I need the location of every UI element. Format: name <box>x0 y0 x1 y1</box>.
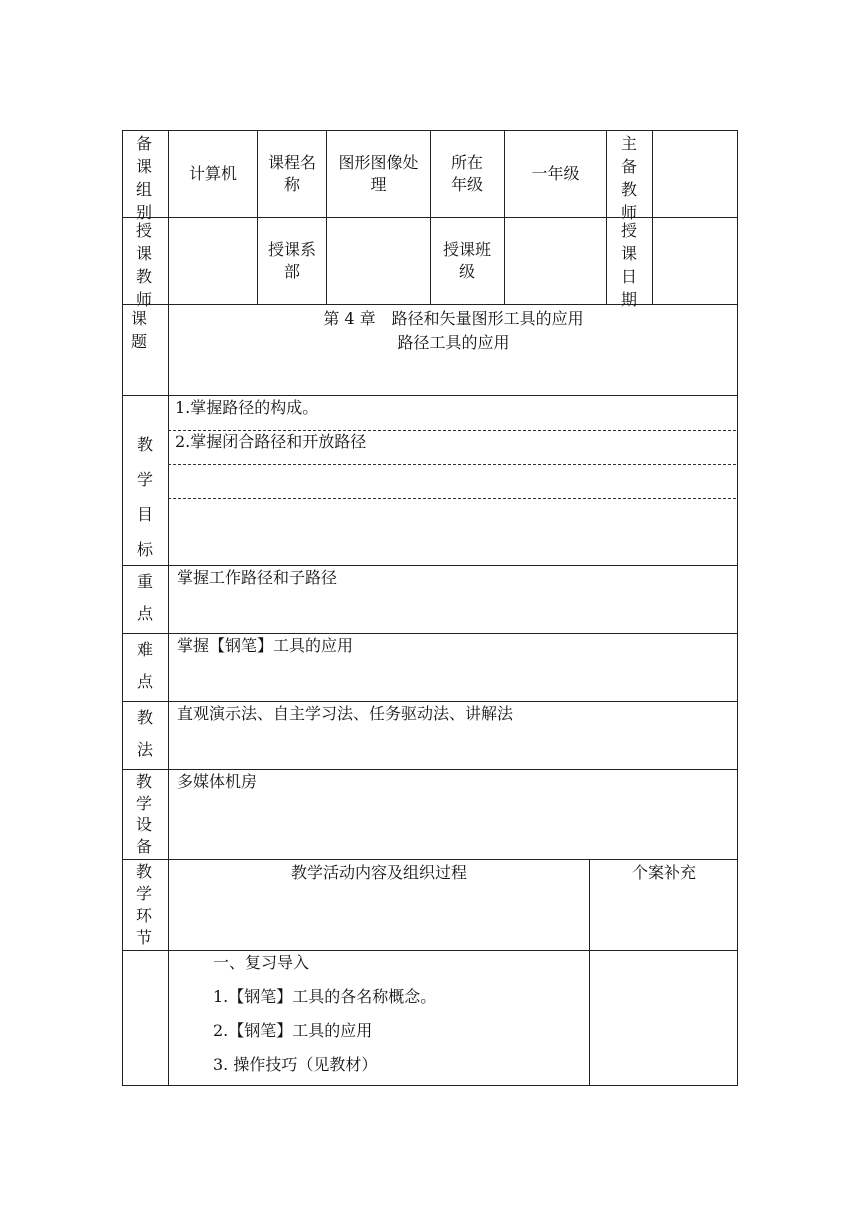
objective-item-2: 2.掌握闭合路径和开放路径 <box>175 432 367 451</box>
difficulties-label: 难点 <box>136 640 153 691</box>
key-points-label: 重点 <box>136 572 153 623</box>
date-value[interactable] <box>653 218 737 304</box>
class-value[interactable] <box>505 218 606 304</box>
review-item-3: 3. 操作技巧（见教材） <box>213 1055 378 1074</box>
equipment-label: 教学设备 <box>135 772 152 856</box>
grade-value: 一年级 <box>531 164 580 183</box>
grade-label: 所在年级 <box>450 153 483 194</box>
objectives-label: 教学目标 <box>136 435 153 559</box>
course-value: 图形图像处理 <box>338 153 419 194</box>
teacher-label: 授课教师 <box>135 221 152 309</box>
topic-line1: 第 4 章 路径和矢量图形工具的应用 <box>323 309 584 328</box>
content-header: 教学活动内容及组织过程 <box>290 863 467 882</box>
lead-teacher-value[interactable] <box>653 131 737 217</box>
group-value: 计算机 <box>188 164 237 183</box>
review-item-2: 2.【钢笔】工具的应用 <box>213 1021 373 1040</box>
teacher-value[interactable] <box>169 218 257 304</box>
difficulties-value: 掌握【钢笔】工具的应用 <box>177 636 354 655</box>
group-label: 备课组别 <box>135 134 152 222</box>
topic-label-text: 课题 <box>131 309 148 351</box>
objective-item-1: 1.掌握路径的构成。 <box>175 398 319 417</box>
process-label: 教学环节 <box>135 862 152 947</box>
dept-label: 授课系部 <box>267 240 316 281</box>
class-label: 授课班级 <box>442 240 491 281</box>
dept-value[interactable] <box>327 218 430 304</box>
course-label: 课程名称 <box>267 153 316 194</box>
methods-label: 教法 <box>136 708 153 759</box>
date-label: 授课日期 <box>620 221 637 309</box>
supplement-header: 个案补充 <box>631 863 696 882</box>
equipment-value: 多媒体机房 <box>177 772 258 791</box>
topic-line2: 路径工具的应用 <box>397 333 510 352</box>
lead-teacher-label: 主备教师 <box>620 134 637 222</box>
review-title: 一、复习导入 <box>213 953 310 972</box>
review-item-1: 1.【钢笔】工具的各名称概念。 <box>213 987 437 1006</box>
methods-value: 直观演示法、自主学习法、任务驱动法、讲解法 <box>177 704 514 723</box>
topic-label <box>131 307 157 393</box>
key-points-value: 掌握工作路径和子路径 <box>177 568 338 587</box>
